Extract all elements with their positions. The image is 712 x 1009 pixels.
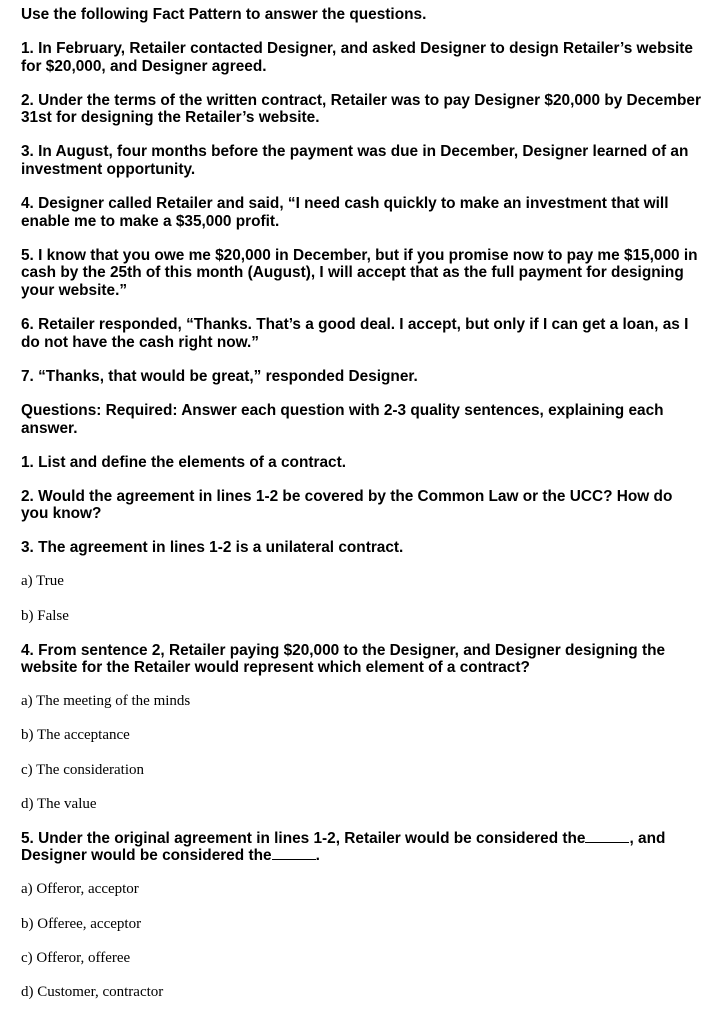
question-4-option-c: c) The consideration <box>21 761 145 778</box>
question-5-option-a: a) Offeror, acceptor <box>21 881 139 898</box>
question-4-option-a: a) The meeting of the minds <box>21 693 191 710</box>
question-5-option-c: c) Offeror, offeree <box>21 949 131 966</box>
fact-3: 3. In August, four months before the payment was due in December, Designer learned of an investment opportunity. <box>21 143 689 179</box>
question-5-text-part1: 5. Under the original agreement in lines 1-2, Retailer would be considered the <box>21 829 586 847</box>
question-3-option-a: a) True <box>21 573 64 590</box>
question-5-text-part2: , and Designer would be considered the <box>21 829 666 865</box>
question-2: 2. Would the agreement in lines 1-2 be covered by the Common Law or the UCC? How do you know? <box>21 487 673 523</box>
fact-7: 7. “Thanks, that would be great,” responded Designer. <box>21 367 418 385</box>
fact-2: 2. Under the terms of the written contract, Retailer was to pay Designer $20,000 by December 31st for designing the Retailer’s website. <box>21 91 701 127</box>
fact-5: 5. I know that you owe me $20,000 in December, but if you promise now to pay me $15,000 in cash by the 25th of this month (August), I will accept that as the full payment for designing your website.” <box>21 246 698 300</box>
question-5 <box>21 830 701 865</box>
answer-blank-1 <box>585 830 629 843</box>
question-3-option-b: b) False <box>21 607 69 624</box>
document <box>21 6 701 1001</box>
fact-4: 4. Designer called Retailer and said, “I need cash quickly to make an investment that will enable me to make a $35,000 profit. <box>21 195 669 230</box>
document-title: Use the following Fact Pattern to answer the questions. <box>21 6 427 23</box>
fact-6: 6. Retailer responded, “Thanks. That’s a good deal. I accept, but only if I can get a loan, as I do not have the cash right now.” <box>21 316 689 351</box>
question-5-option-b: b) Offeree, acceptor <box>21 915 142 932</box>
instructions: Questions: Required: Answer each question with 2-3 quality sentences, explaining each answer. <box>21 401 664 437</box>
fact-1: 1. In February, Retailer contacted Designer, and asked Designer to design Retailer’s website for $20,000, and Designer agreed. <box>21 40 693 75</box>
question-5-text-part3: . <box>315 847 320 865</box>
question-4-option-d: d) The value <box>21 795 97 812</box>
question-1: 1. List and define the elements of a contract. <box>21 453 346 471</box>
question-4: 4. From sentence 2, Retailer paying $20,000 to the Designer, and Designer designing the website for the Retailer would represent which element of a contract? <box>21 641 666 677</box>
question-3: 3. The agreement in lines 1-2 is a unilateral contract. <box>21 539 404 557</box>
question-4-option-b: b) The acceptance <box>21 727 130 744</box>
question-5-option-d: d) Customer, contractor <box>21 983 164 1000</box>
answer-blank-2 <box>272 847 316 860</box>
